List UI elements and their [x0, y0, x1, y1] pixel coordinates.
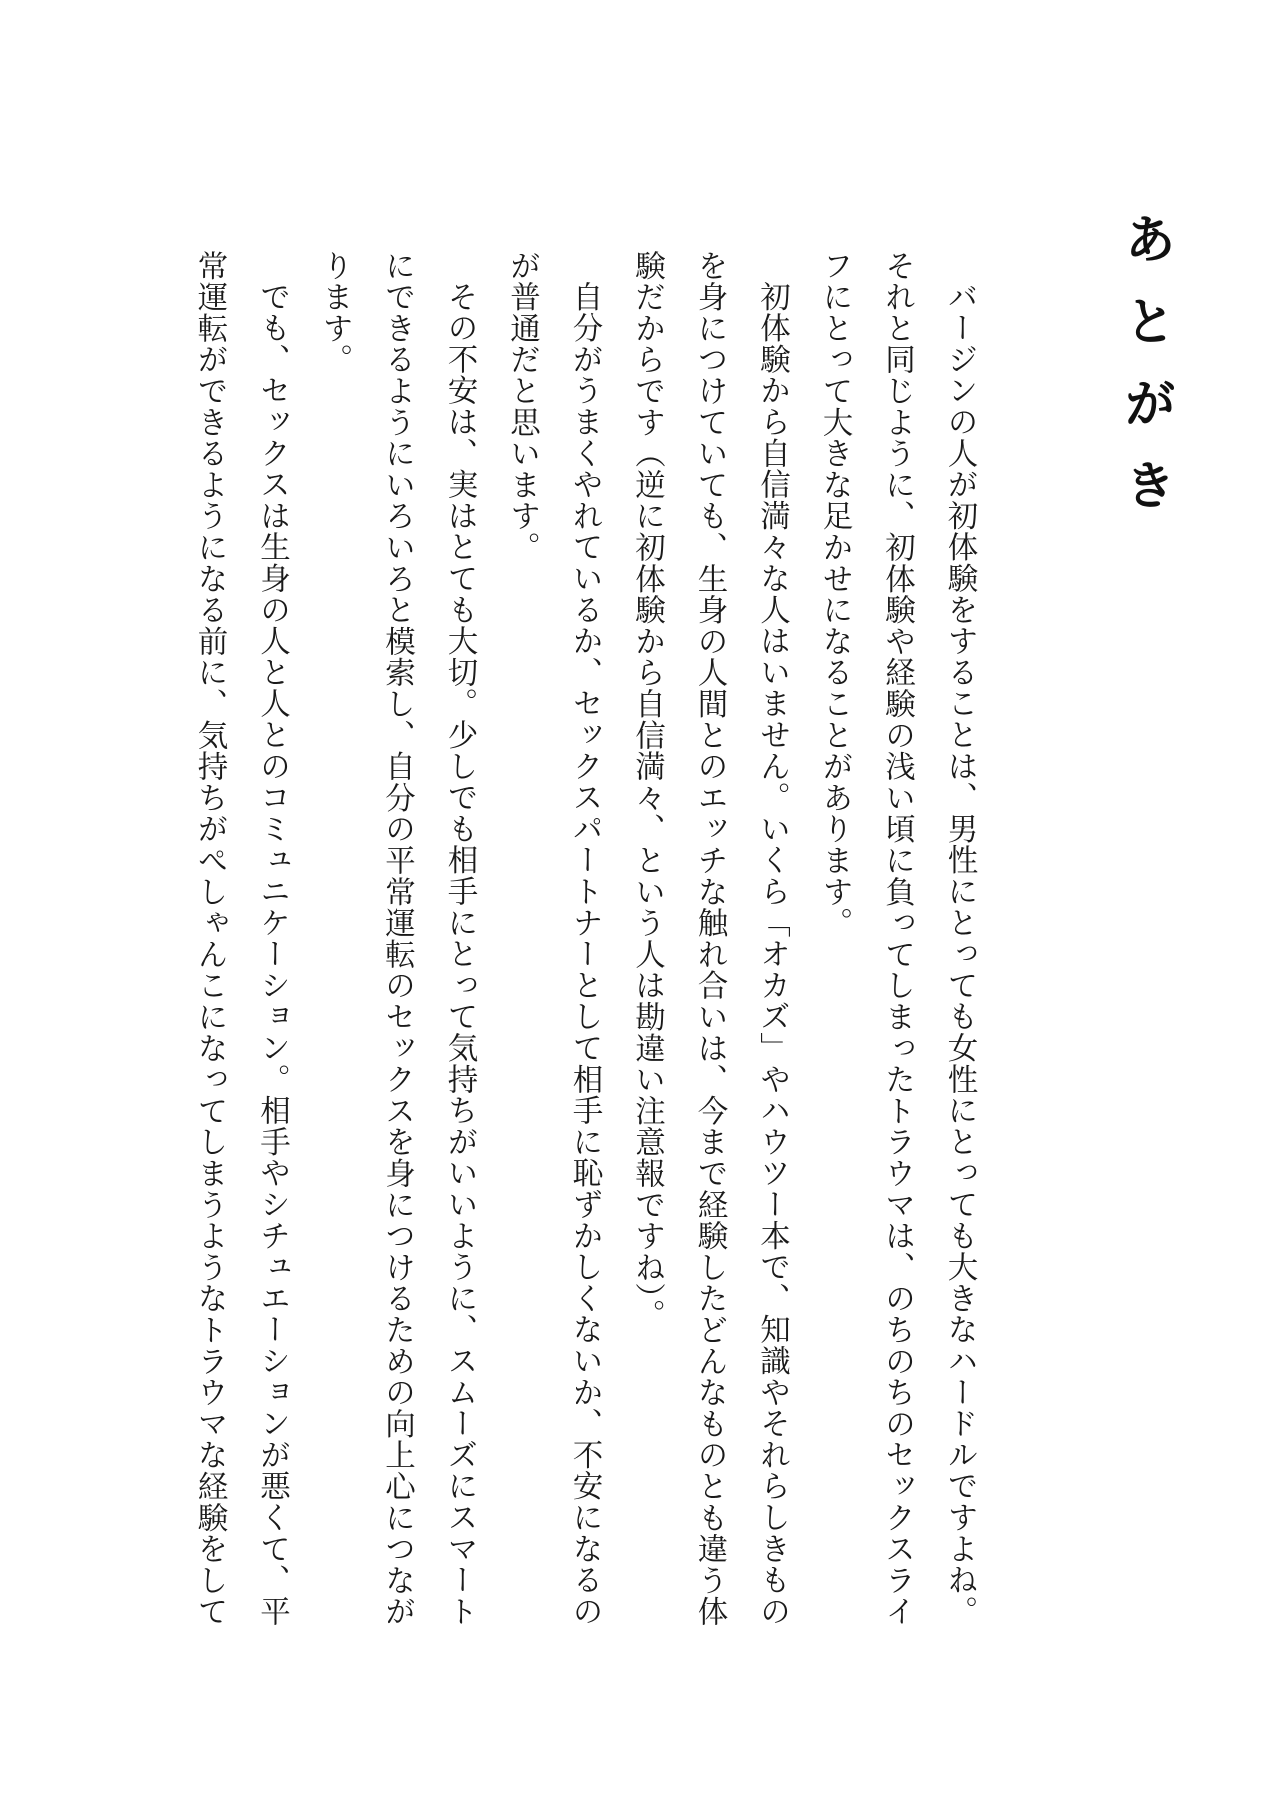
- paragraph-4: その不安は、実はとても大切。少しでも相手にとって気持ちがいいように、スムーズにスマートにできるようにいろいろと模索し、自分の平常運転のセックスを身につけるための向上心につながります。: [317, 250, 477, 1628]
- paragraph-3: 自分がうまくやれているか、セックスパートナーとして相手に恥ずかしくないか、不安になるのが普通だと思います。: [504, 250, 602, 1627]
- afterword-body: [150, 250, 990, 1650]
- paragraph-2: 初体験から自信満々な人はいません。いくら「オカズ」やハウツー本で、知識やそれらしきものを身につけていても、生身の人間とのエッチな触れ合いは、今まで経験したどんなものとも違う体験だからです（逆に初体験から自信満々、という人は勘違い注意報ですね）。: [629, 250, 790, 1628]
- page-title: あとがき: [1114, 212, 1175, 540]
- paragraph-5: でも、セックスは生身の人と人とのコミュニケーション。相手やシチュエーションが悪くて、平常運転ができるようになる前に、気持ちがぺしゃんこになってしまうようなトラウマな経験をして: [192, 250, 290, 1628]
- paragraph-1: バージンの人が初体験をすることは、男性にとっても女性にとっても大きなハードルですよね。それと同じように、初体験や経験の浅い頃に負ってしまったトラウマは、のちのちのセックスライフにとって大きな足かせになることがあります。: [817, 250, 977, 1628]
